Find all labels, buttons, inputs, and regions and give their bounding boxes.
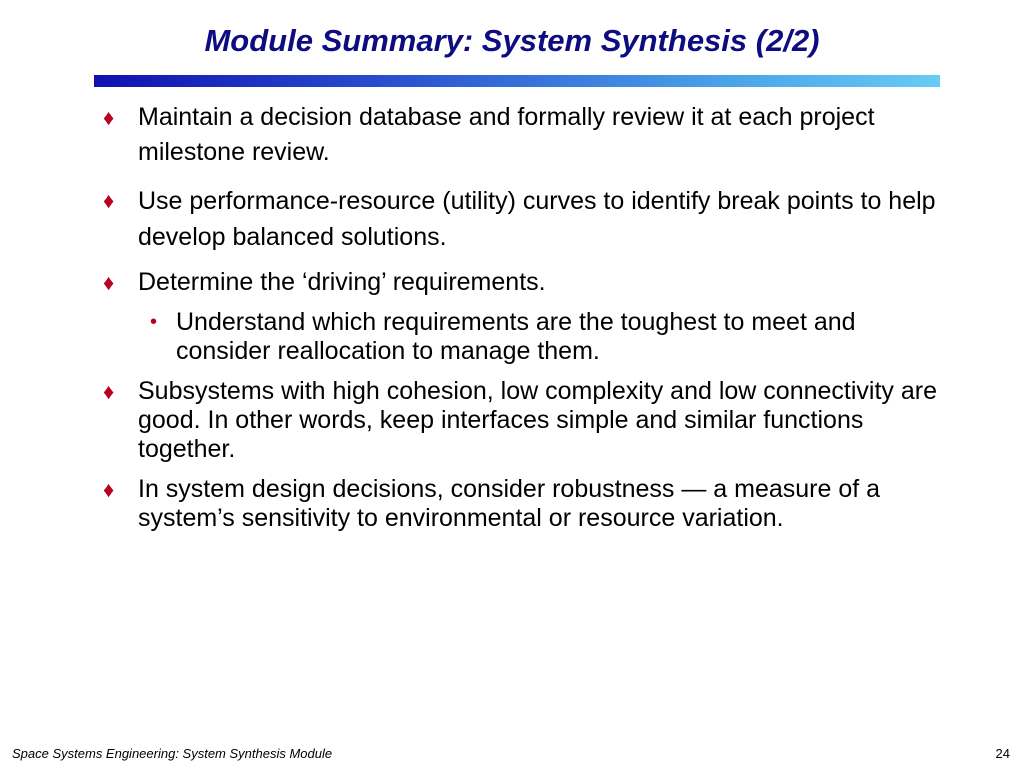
diamond-bullet-icon: ♦	[103, 188, 115, 213]
diamond-bullet-icon: ♦	[103, 105, 115, 130]
bullet-item	[100, 475, 950, 533]
bullet-text: In system design decisions, consider robustness — a measure of a system’s sensitivity to environmental or resource variation.	[138, 475, 881, 532]
dot-bullet-icon: •	[150, 311, 158, 333]
bullet-text: Determine the ‘driving’ requirements.	[138, 268, 546, 296]
diamond-bullet-icon: ♦	[103, 270, 115, 295]
diamond-bullet-icon: ♦	[103, 477, 115, 502]
bullet-text: Subsystems with high cohesion, low complexity and low connectivity are good. In other words, keep interfaces simple and similar functions together.	[138, 377, 937, 463]
bullet-item	[100, 100, 950, 170]
bullet-item	[100, 377, 950, 464]
diamond-bullet-icon: ♦	[103, 379, 115, 404]
footer-course-title: Space Systems Engineering: System Synthesis Module	[12, 746, 333, 761]
bullet-item	[100, 268, 950, 297]
slide-content	[100, 100, 950, 533]
slide-title: Module Summary: System Synthesis (2/2)	[204, 23, 820, 58]
sub-bullet-item	[100, 308, 950, 366]
bullet-text: Maintain a decision database and formally review it at each project milestone review.	[138, 103, 875, 166]
bullet-item	[100, 183, 950, 255]
slide-page-number: 24	[995, 746, 1010, 761]
title-underline-bar	[94, 75, 940, 87]
sub-bullet-text: Understand which requirements are the toughest to meet and consider reallocation to manage them.	[176, 308, 856, 365]
bullet-text: Use performance-resource (utility) curves to identify break points to help develop balanced solutions.	[138, 187, 936, 251]
